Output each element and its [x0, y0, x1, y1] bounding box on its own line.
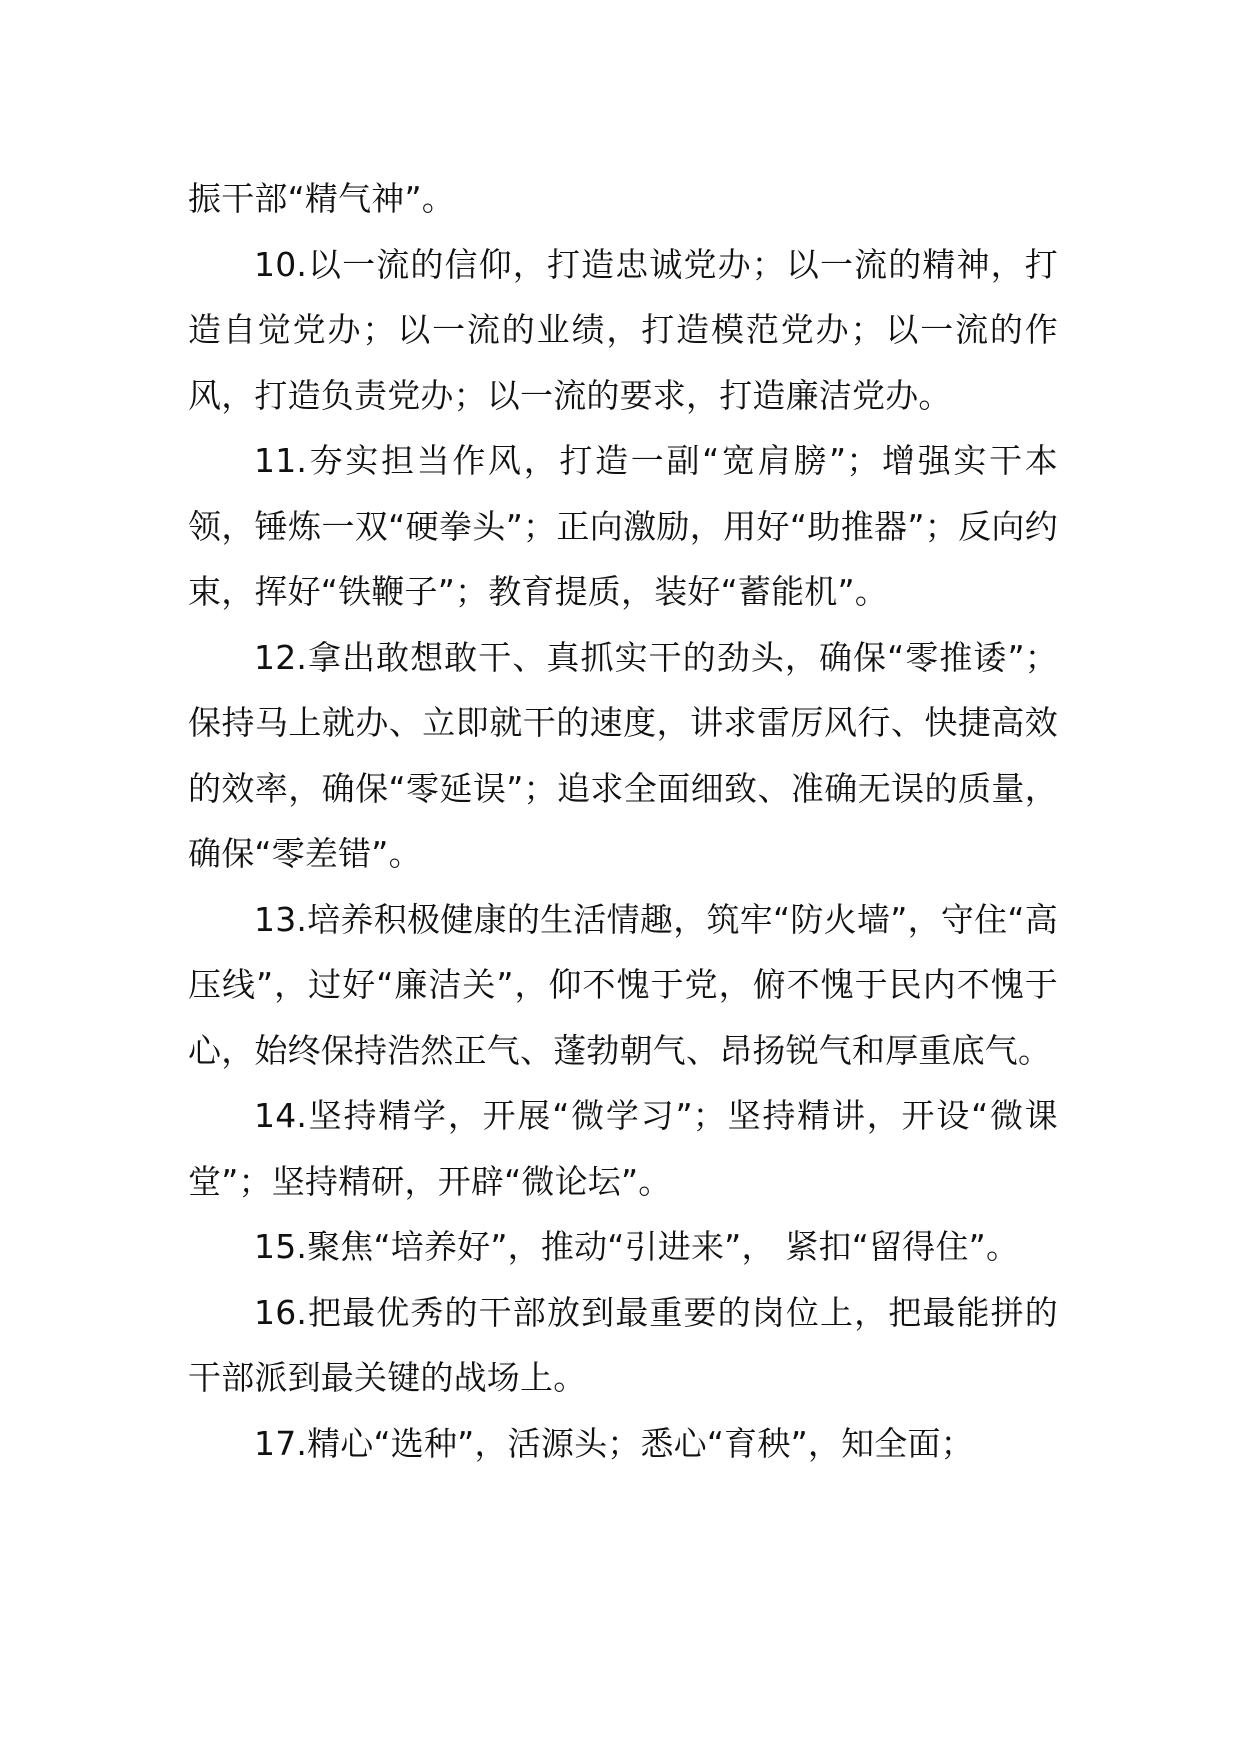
paragraph: 振干部“精气神”。: [188, 179, 455, 218]
paragraph: 14.坚持精学，开展“微学习”；坚持精讲，开设“微课堂”；坚持精研，开辟“微论坛”。: [188, 1096, 1058, 1201]
paragraph: 15.聚焦“培养好”，推动“引进来”， 紧扣“留得住”。: [254, 1227, 1020, 1266]
body-text: [188, 166, 1058, 1476]
paragraph: 12.拿出敢想敢干、真抓实干的劲头，确保“零推诿”；保持马上就办、立即就干的速度，讲求雷厉风行、快捷高效的效率，确保“零延误”；追求全面细致、准确无误的质量，确保“零差错”。: [188, 637, 1058, 873]
paragraph: 17.精心“选种”，活源头；悉心“育秧”，知全面；: [254, 1423, 974, 1463]
paragraph: 16.把最优秀的干部放到最重要的岗位上，把最能拼的干部派到最关键的战场上。: [188, 1292, 1058, 1397]
paragraph: 10.以一流的信仰，打造忠诚党办；以一流的精神，打造自觉党办；以一流的业绩，打造模范党办；以一流的作风，打造负责党办；以一流的要求，打造廉洁党办。: [188, 244, 1058, 415]
paragraph: 13.培养积极健康的生活情趣，筑牢“防火墙”，守住“高压线”，过好“廉洁关”，仰不愧于党，俯不愧于民内不愧于心，始终保持浩然正气、蓬勃朝气、昂扬锐气和厚重底气。: [188, 899, 1058, 1070]
paragraph: 11.夯实担当作风，打造一副“宽肩膀”；增强实干本领，锤炼一双“硬拳头”；正向激励，用好“助推器”；反向约束，挥好“铁鞭子”；教育提质，装好“蓄能机”。: [188, 441, 1058, 611]
